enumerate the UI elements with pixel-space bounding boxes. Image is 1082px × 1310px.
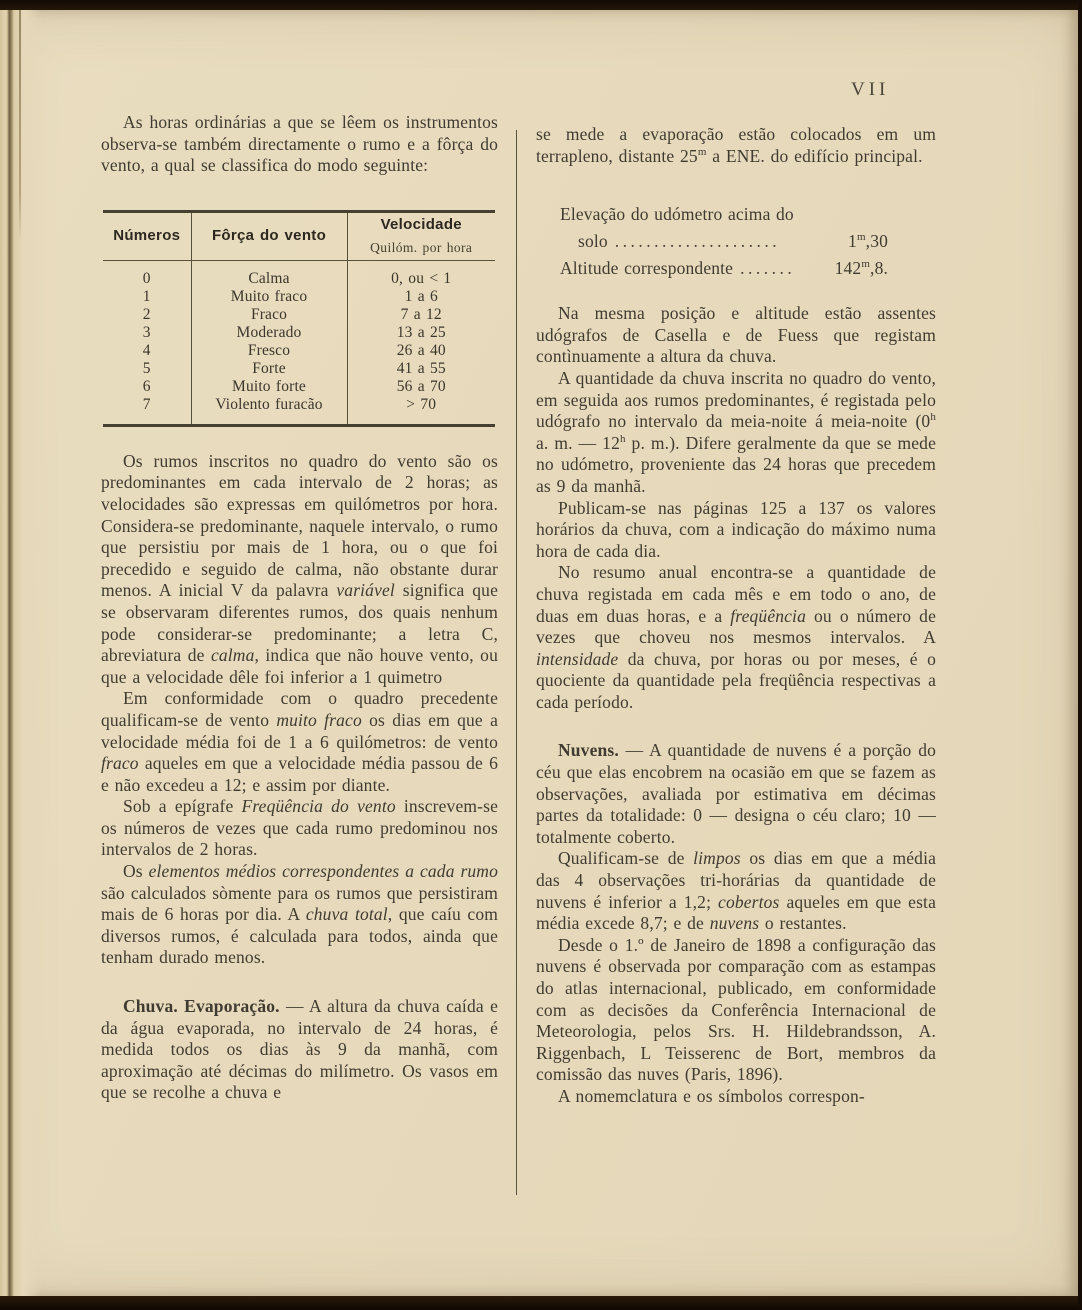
table-cell: Fraco bbox=[191, 306, 347, 324]
table-row bbox=[103, 324, 495, 342]
paragraph-nuvens: Nuvens. — A quantidade de nuvens é a porção do céu que elas encobrem na ocasião em que se fazem as observações, avaliada por estimativa em décimas partes da totalidade: 0 — designa o céu claro; 10 — totalmente coberto. bbox=[536, 740, 936, 847]
table-cell: 3 bbox=[142, 323, 151, 341]
paragraph-publicam: Publicam-se nas páginas 125 a 137 os valores horários da chuva, com a indicação do máximo numa hora de cada dia. bbox=[536, 497, 936, 561]
table-cell: Fresco bbox=[191, 342, 347, 360]
table-row bbox=[103, 378, 495, 396]
col-header-velocity-unit: Quilóm. por hora bbox=[370, 239, 473, 255]
binding-edge-line bbox=[19, 10, 21, 240]
wind-table-body bbox=[103, 260, 495, 425]
table-row bbox=[103, 360, 495, 378]
table-cell: Violento furacão bbox=[191, 396, 347, 426]
table-cell: 2 bbox=[142, 305, 151, 323]
col-header-wind-force: Fôrça do vento bbox=[191, 211, 347, 260]
elevation-line-1: Elevação do udómetro acima do bbox=[560, 204, 794, 225]
wind-force-table-wrapper bbox=[103, 210, 496, 427]
table-cell: Calma bbox=[191, 260, 347, 288]
table-cell: Forte bbox=[191, 360, 347, 378]
photo-edge-right bbox=[1078, 0, 1082, 1310]
column-divider bbox=[516, 130, 517, 1195]
table-cell: 0, ou < 1 bbox=[347, 260, 495, 288]
binding-gutter bbox=[0, 10, 42, 1296]
table-cell: 6 bbox=[142, 377, 151, 395]
udometer-elevation-block bbox=[536, 201, 888, 282]
photo-edge-bottom bbox=[0, 1296, 1082, 1310]
col-header-numbers: Números bbox=[103, 211, 191, 260]
paragraph-udografos: Na mesma posição e altitude estão assentes udógrafos de Casella e de Fuess que registam contìnuamente a altura da chuva. bbox=[536, 303, 936, 367]
elevation-label-solo: solo bbox=[578, 231, 608, 252]
right-column bbox=[536, 124, 936, 1108]
dot-leader: ..................... bbox=[614, 231, 781, 252]
table-cell: 7 bbox=[142, 395, 151, 413]
left-column bbox=[101, 112, 498, 1104]
table-cell: 4 bbox=[142, 341, 151, 359]
table-cell: 7 a 12 bbox=[347, 306, 495, 324]
paragraph-quantidade-chuva: A quantidade da chuva inscrita no quadro do vento, em seguida aos rumos predominantes, é registada pelo udógrafo no intervalo da meia-noite á meia-noite (0$^h$ a. m. — 12$^h$ p. m.). Difere geralmente da que se mede no udómetro, proveniente das 24 horas que precedem as 9 da manhã. bbox=[536, 367, 936, 496]
table-row bbox=[103, 396, 495, 426]
paragraph-evaporacao-cont: se mede a evaporação estão colocados em um terrapleno, distante 25$^m$ a ENE. do edifício principal. bbox=[536, 124, 936, 166]
paragraph-nomenclatura: A nomemclatura e os símbolos correspon- bbox=[558, 1085, 865, 1106]
table-header-row bbox=[103, 211, 495, 260]
paragraph-intro: As horas ordinárias a que se lêem os instrumentos observa-se também directamente o rumo e a fôrça do vento, a qual se classifica do modo seguinte: bbox=[101, 112, 498, 176]
paragraph-conformidade: Em conformidade com o quadro precedente qualificam-se de vento muito fraco os dias em que a velocidade média foi de 1 a 6 quilómetros: de vento fraco aqueles em que a velocidade média passou de 6 e não excedeu a 12; e assim por diante. bbox=[101, 688, 498, 795]
table-row bbox=[103, 306, 495, 324]
table-cell: Moderado bbox=[191, 324, 347, 342]
paragraph-elementos-medios: Os elementos médios correspondentes a cada rumo são calculados sòmente para os rumos que persistiram mais de 6 horas por dia. A chuva total, que caíu com diversos rumos, é calculada para todos, ainda que tenham durado menos. bbox=[101, 861, 498, 968]
table-cell: 26 a 40 bbox=[347, 342, 495, 360]
elevation-line-solo bbox=[536, 228, 888, 255]
elevation-label-altitude: Altitude correspondente bbox=[560, 258, 734, 279]
paragraph-atlas-internacional: Desde o 1.º de Janeiro de 1898 a configuração das nuvens é observada por comparação com as estampas do atlas internacional, publicado, em conformidade com as decisões da Conferência Internacional de Meteorologia, pelos Srs. H. Hildebrandsson, A. Riggenbach, L Teisserenc de Bort, membros da comissão das nuves (Paris, 1896). bbox=[536, 934, 936, 1085]
table-cell: 1 a 6 bbox=[347, 288, 495, 306]
table-row bbox=[103, 342, 495, 360]
table-cell: Muito forte bbox=[191, 378, 347, 396]
table-row bbox=[103, 288, 495, 306]
elevation-value-solo: 1$^m$,30 bbox=[848, 231, 888, 252]
table-cell: 41 a 55 bbox=[347, 360, 495, 378]
table-cell: > 70 bbox=[347, 396, 495, 426]
table-cell: 13 a 25 bbox=[347, 324, 495, 342]
col-header-velocity bbox=[347, 211, 495, 260]
paragraph-resumo-anual: No resumo anual encontra-se a quantidade de chuva registada em cada mês e em todo o ano, de duas em duas horas, e a freqüência ou o número de vezes que choveu nos mesmos intervalos. A intensidade da chuva, por horas ou por meses, é o quociente da quantidade pela freqüência respectivas a cada período. bbox=[536, 562, 936, 712]
table-cell: 5 bbox=[142, 359, 151, 377]
paragraph-qualificam: Qualificam-se de limpos os dias em que a média das 4 observações tri-horárias da quantidade de nuvens é inferior a 1,2; cobertos aqueles em que esta média excede 8,7; e de nuvens o restantes. bbox=[536, 848, 936, 934]
col-header-velocity-title: Velocidade bbox=[380, 216, 462, 234]
page-number: VII bbox=[851, 79, 890, 100]
elevation-line-altitude bbox=[536, 255, 888, 282]
paragraph-rumos: Os rumos inscritos no quadro do vento são os predominantes em cada intervalo de 2 horas; as velocidades são expressas em quilómetros por hora. Considera-se predominante, naquele intervalo, o rumo que persistiu por mais de 1 hora, ou o que foi precedido e seguido de calma, não obstante durar menos. A inicial V da palavra variável significa que se observaram diferentes rumos, dos quais nenhum pode considerar-se predominante; a letra C, abreviatura de calma, indica que não houve vento, ou que a velocidade dêle foi inferior a 1 quimetro bbox=[101, 450, 498, 687]
paragraph-epigrafe: Sob a epígrafe Freqüência do vento inscrevem-se os números de vezes que cada rumo predominou nos intervalos de 2 horas. bbox=[101, 796, 498, 860]
table-row bbox=[103, 260, 495, 288]
wind-force-table bbox=[103, 210, 495, 427]
table-cell: Muito fraco bbox=[191, 288, 347, 306]
table-cell: 0 bbox=[142, 269, 151, 287]
dot-leader: ....... bbox=[740, 258, 796, 279]
paragraph-chuva-evaporacao: Chuva. Evaporação. — A altura da chuva caída e da água evaporada, no intervalo de 24 horas, é medida todos os dias às 9 da manhã, com aproximação até décimas do milímetro. Os vasos em que se recolhe a chuva e bbox=[101, 996, 498, 1103]
elevation-value-altitude: 142$^m$,8. bbox=[834, 258, 888, 279]
photo-edge-top bbox=[0, 0, 1082, 10]
table-cell: 1 bbox=[142, 287, 151, 305]
table-cell: 56 a 70 bbox=[347, 378, 495, 396]
